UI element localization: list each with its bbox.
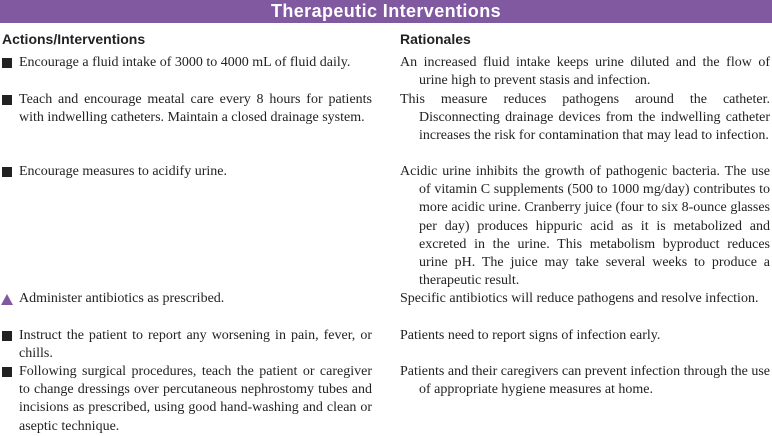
square-bullet-icon — [2, 95, 12, 105]
action-text: Encourage a fluid intake of 3000 to 4000 mL of fluid daily. — [19, 55, 351, 70]
actions-column-header: Actions/Interventions — [2, 31, 146, 47]
action-text: Following surgical procedures, teach the patient or caregiver to change dressings over percutaneous nephrostomy tubes and incisions as prescribed, using good hand-washing and clean or aseptic technique. — [19, 364, 372, 434]
square-bullet-icon — [2, 58, 12, 68]
action-text: Encourage measures to acidify urine. — [19, 164, 227, 179]
square-bullet-icon — [2, 167, 12, 177]
action-text: Administer antibiotics as prescribed. — [19, 291, 225, 306]
rationale-text: Specific antibiotics will reduce pathogens and resolve infection. — [400, 291, 759, 306]
triangle-bullet-icon — [1, 294, 13, 305]
square-bullet-icon — [2, 331, 12, 341]
rationale-text: Patients and their caregivers can prevent infection through the use of appropriate hygiene measures at home. — [400, 364, 770, 398]
rationale-text: This measure reduces pathogens around the catheter. Disconnecting drainage devices from the indwelling catheter increases the risk for contamination that may lead to infection. — [400, 92, 770, 144]
rationales-column-header: Rationales — [400, 31, 471, 47]
rationale-text: Acidic urine inhibits the growth of pathogenic bacteria. The use of vitamin C supplements (500 to 1000 mg/day) contributes to more acidic urine. Cranberry juice (four to six 8-ounce glasses per day) produces hippuric acid as it is metabolized and excreted in the urine. This metabolism byproduct reduces urine pH. The juice may take several weeks to produce a therapeutic result. — [400, 164, 770, 289]
rationale-text: Patients need to report signs of infection early. — [400, 328, 661, 343]
action-text: Teach and encourage meatal care every 8 hours for patients with indwelling catheters. Maintain a closed drainage system. — [19, 92, 372, 126]
action-text: Instruct the patient to report any worsening in pain, fever, or chills. — [19, 328, 372, 362]
section-banner: Therapeutic Interventions — [0, 0, 772, 23]
rationale-text: An increased fluid intake keeps urine diluted and the flow of urine high to prevent stasis and infection. — [400, 55, 770, 89]
square-bullet-icon — [2, 367, 12, 377]
